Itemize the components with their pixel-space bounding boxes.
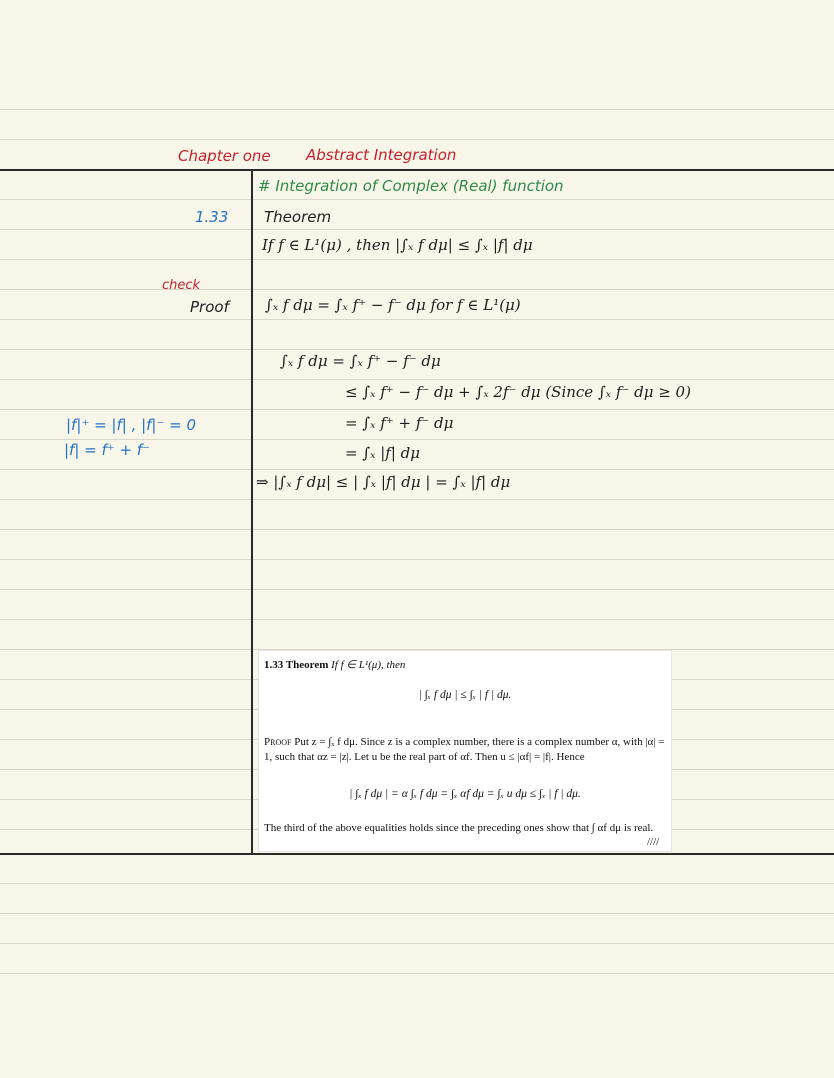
ruled-line [0,469,834,470]
chapter-title: Abstract Integration [306,146,457,164]
ruled-line [0,529,834,530]
book-inequality: | ∫ₓ f dμ | ≤ ∫ₓ | f | dμ. [418,689,512,701]
proof-line: ∫ₓ f dμ = ∫ₓ f⁺ − f⁻ dμ for f ∈ L¹(μ) [265,296,521,314]
book-closing: The third of the above equalities holds since the preceding ones show that ∫ αf dμ is real. [264,822,654,834]
ruled-line [0,289,834,290]
side-equation-2: |f| = f⁺ + f⁻ [64,441,150,459]
ruled-line [0,139,834,140]
proof-label: Proof [190,298,229,316]
derivation-step-1: ∫ₓ f dμ = ∫ₓ f⁺ − f⁻ dμ [280,352,441,370]
ruled-line [0,259,834,260]
ruled-line [0,973,834,974]
book-proof-word: Proof [264,736,292,748]
derivation-step-4: = ∫ₓ |f| dμ [345,444,421,462]
book-proof-text: Put z = ∫ₓ f dμ. Since z is a complex number, there is a complex number α, with |α| = 1, such that αz = |z|. Let u be the real part of αf. Then u ≤ |αf| = |f|. Hence [264,736,665,763]
ruled-line [0,913,834,914]
ruled-line [0,109,834,110]
derivation-conclusion: ⇒ |∫ₓ f dμ| ≤ | ∫ₓ |f| dμ | = ∫ₓ |f| dμ [256,473,511,491]
book-end-mark: //// [647,836,660,848]
margin-line [251,170,253,854]
book-heading-bold: 1.33 Theorem [264,659,329,671]
derivation-step-3: = ∫ₓ f⁺ + f⁻ dμ [345,414,454,432]
theorem-title: Theorem [264,208,332,226]
ruled-line [0,319,834,320]
chapter-label: Chapter one [178,147,271,165]
ruled-line [0,349,834,350]
check-note: check [162,278,201,293]
book-heading-rest: If f ∈ L¹(μ), then [331,659,406,671]
header-rule [0,169,834,171]
book-chain: | ∫ₓ f dμ | = α ∫ₓ f dμ = ∫ₓ αf dμ = ∫ₓ u dμ ≤ ∫ₓ | f | dμ. [349,788,581,800]
ruled-line [0,499,834,500]
footer-rule [0,853,834,855]
section-heading: # Integration of Complex (Real) function [258,177,564,195]
ruled-line [0,943,834,944]
ruled-line [0,883,834,884]
book-heading [264,658,405,671]
ruled-line [0,199,834,200]
textbook-excerpt [258,650,672,852]
ruled-line [0,589,834,590]
theorem-number: 1.33 [195,208,229,226]
ruled-line [0,409,834,410]
derivation-step-2: ≤ ∫ₓ f⁺ − f⁻ dμ + ∫ₓ 2f⁻ dμ (Since ∫ₓ f⁻ dμ ≥ 0) [345,383,691,401]
ruled-line [0,379,834,380]
side-equation-1: |f|⁺ = |f| , |f|⁻ = 0 [66,416,197,434]
book-proof [264,735,666,764]
theorem-statement: If f ∈ L¹(μ) , then |∫ₓ f dμ| ≤ ∫ₓ |f| dμ [262,236,533,254]
ruled-line [0,439,834,440]
ruled-line [0,229,834,230]
ruled-line [0,559,834,560]
ruled-line [0,619,834,620]
